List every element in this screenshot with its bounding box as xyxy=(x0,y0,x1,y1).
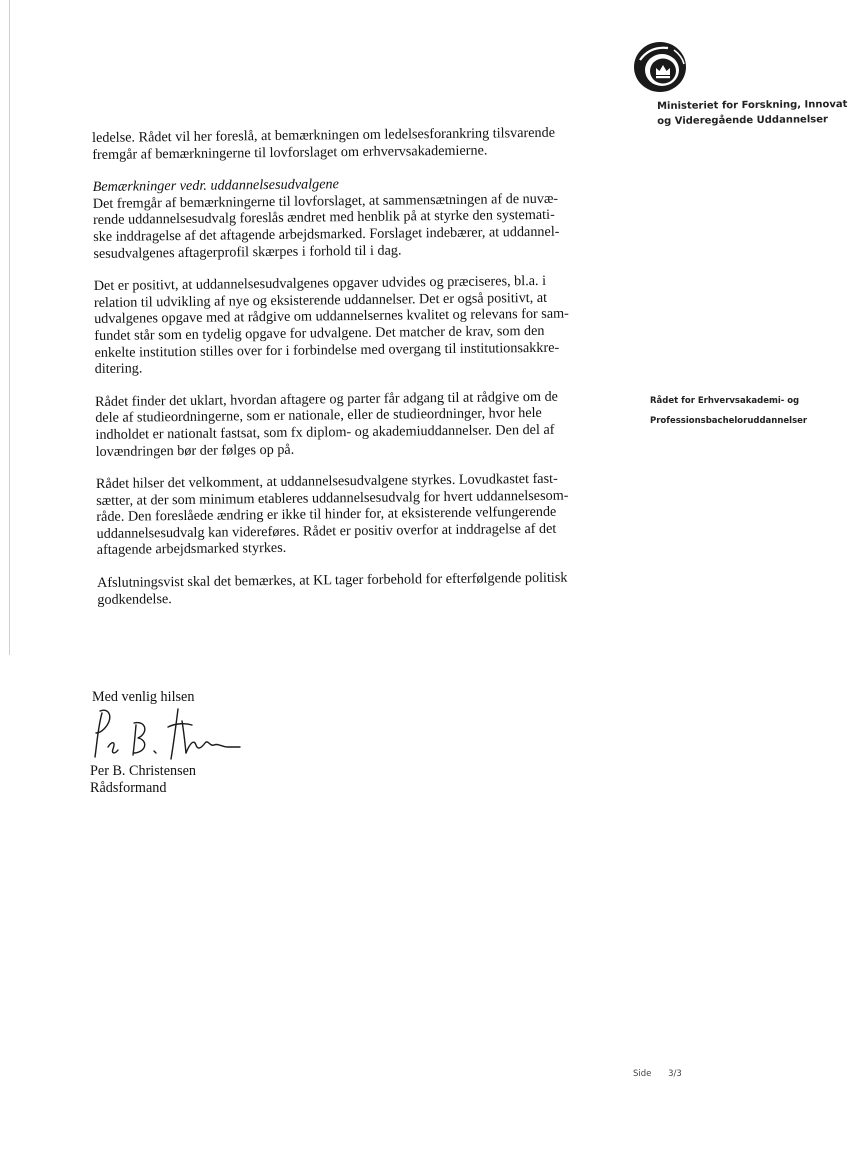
text-line: aftagende arbejdsmarked styrkes. xyxy=(96,540,287,559)
paragraph-leadership xyxy=(92,124,619,163)
text-line: relation til udvikling af nye og eksisterende uddannelser. Det er også positivt, at xyxy=(93,289,548,311)
text-line: Rådet finder det uklart, hvordan aftagere og parter får adgang til at rådgive om de xyxy=(94,388,559,410)
text-line: enkelte institution stilles over for i forbindelse med overgang til institutionsakkre- xyxy=(94,339,560,361)
letter-body xyxy=(92,124,625,624)
text-line: lovændringen bør der følges op på. xyxy=(95,441,295,460)
text-line: sesudvalgenes aftagerprofil skærpes i forhold til i dag. xyxy=(93,242,402,262)
text-line: dele af studieordningerne, som er nationale, eller de studieordninger, hvor hele xyxy=(95,405,542,427)
ministry-name xyxy=(657,97,848,129)
page-indicator xyxy=(633,1069,682,1079)
council-name xyxy=(650,391,807,431)
ministry-name-line1: Ministeriet for Forskning, Innovat xyxy=(657,99,848,112)
text-line: ske inddragelse af det aftagende arbejdsmarked. Forslaget indebærer, at uddannel- xyxy=(93,223,560,245)
text-line: fundet står som en tydelig opgave for udvalgene. Det matcher de krav, som den xyxy=(94,322,545,344)
crown-seal-icon xyxy=(632,40,688,94)
ministry-name-line2: og Videregående Uddannelser xyxy=(657,114,828,127)
text-line: fremgår af bemærkningerne til lovforslaget om erhvervsakademierne. xyxy=(92,142,488,163)
text-line: Det fremgår af bemærkningerne til lovforslaget, at sammensætningen af de nuvæ- xyxy=(92,190,559,212)
text-line: ledelse. Rådet vil her foreslå, at bemærkningen om ledelsesforankring tilsvarende xyxy=(92,124,556,146)
council-name-line1: Rådet for Erhvervsakademi- og xyxy=(650,396,800,406)
page-number: 3/3 xyxy=(668,1069,682,1079)
text-line: Rådet hilser det velkomment, at uddannelsesudvalgene styrkes. Lovudkastet fast- xyxy=(95,470,558,493)
text-line: indholdet er nationalt fastsat, som fx diplom- og akademiuddannelser. Den del af xyxy=(95,421,555,443)
council-name-line2: Professionsbacheloruddannelser xyxy=(650,416,808,426)
text-line: godkendelse. xyxy=(97,590,172,608)
text-line: udvalgenes opgave med at rådgive om uddannelsernes kvalitet og relevans for sam- xyxy=(94,305,569,328)
scan-edge-line xyxy=(9,0,10,655)
paragraph-welcome xyxy=(96,470,624,559)
text-line: sætter, at der som minimum etableres uddannelsesudvalg for hvert uddannelsesom- xyxy=(96,487,569,509)
signer-title: Rådsformand xyxy=(90,779,167,796)
signer-name: Per B. Christensen xyxy=(90,763,197,779)
paragraph-positive xyxy=(94,272,622,378)
signer-block xyxy=(90,763,196,796)
text-line: uddannelsesudvalg kan videreføres. Rådet er positiv overfor at inddragelse af det xyxy=(96,520,557,542)
closing-greeting: Med venlig hilsen xyxy=(92,689,195,705)
text-line: Det er positivt, at uddannelsesudvalgenes opgaver udvides og præciseres, bl.a. i xyxy=(93,273,547,295)
paragraph-conclusion xyxy=(97,569,624,608)
handwritten-signature xyxy=(94,703,244,761)
paragraph-committees-intro xyxy=(93,173,621,262)
section-heading: Bemærkninger vedr. uddannelsesudvalgene xyxy=(92,176,339,196)
text-line: ditering. xyxy=(94,360,143,378)
text-line: råde. Den foreslåede ændring er ikke til hinder for, at eksisterende velfungerende xyxy=(96,504,557,526)
text-line: rende uddannelsesudvalg foreslås ændret med henblik på at styrke den systemati- xyxy=(92,207,555,229)
paragraph-unclear xyxy=(95,388,623,460)
page-label: Side xyxy=(633,1069,652,1079)
text-line: Afslutningsvist skal det bemærkes, at KL tager forbehold for efterfølgende politisk xyxy=(97,569,568,592)
